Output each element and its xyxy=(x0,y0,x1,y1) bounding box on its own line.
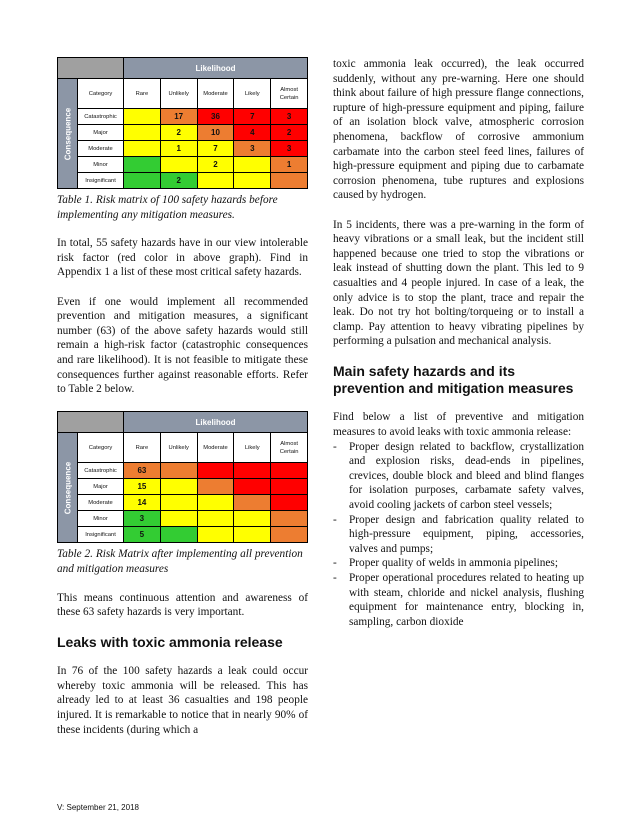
matrix-row-label: Minor xyxy=(78,157,124,173)
right-column xyxy=(333,57,584,629)
matrix-cell xyxy=(197,527,234,543)
left-column xyxy=(57,57,308,752)
paragraph: In total, 55 safety hazards have in our view intolerable risk factor (red color in above graph). Find in Appendix 1 a list of these most critical safety hazards. xyxy=(57,237,308,279)
matrix-row-label: Minor xyxy=(78,511,124,527)
section-heading: Leaks with toxic ammonia release xyxy=(57,634,283,651)
matrix-cell xyxy=(234,479,271,495)
matrix-column-header: Likely xyxy=(234,79,271,109)
matrix-cell xyxy=(160,511,197,527)
matrix-cell: 15 xyxy=(124,479,161,495)
matrix-row-label: Insignificant xyxy=(78,173,124,189)
footer-version: V: September 21, 2018 xyxy=(57,803,139,812)
matrix-cell xyxy=(271,173,308,189)
matrix-cell: 7 xyxy=(234,109,271,125)
matrix-cell xyxy=(197,173,234,189)
matrix-cell xyxy=(197,479,234,495)
matrix-corner xyxy=(58,412,124,433)
matrix-column-header: Moderate xyxy=(197,433,234,463)
matrix-column-header: Rare xyxy=(124,79,161,109)
matrix-cell xyxy=(271,511,308,527)
likelihood-header: Likelihood xyxy=(124,58,308,79)
matrix-cell xyxy=(197,495,234,511)
measures-list xyxy=(333,440,584,630)
paragraph: In 5 incidents, there was a pre-warning in the form of heavy vibrations or a small leak, but the incident still happened because one tried to stop the vibrations or leak instead of shutting down the plant. This led to 9 casualties and 4 people injured. In case of a leak, the only advice is to stop the plant, trace and repair the leak. Do not try hot bolting/torqueing or to install a clamp. Pay attention to heavy vibrating pipelines by performing a pulsation and mechanical analysis. xyxy=(333,218,584,348)
matrix-cell: 3 xyxy=(124,511,161,527)
matrix-cell: 3 xyxy=(271,109,308,125)
paragraph: In 76 of the 100 safety hazards a leak could occur whereby toxic ammonia will be released. This has already led to at least 36 casualties and 198 people injured. It is remarkable to notice that in nearly 90% of these incidents (during which a xyxy=(57,665,308,736)
matrix-column-header: Category xyxy=(78,433,124,463)
matrix-cell: 4 xyxy=(234,125,271,141)
matrix-cell xyxy=(124,109,161,125)
matrix-cell xyxy=(234,463,271,479)
matrix-cell xyxy=(271,463,308,479)
matrix-cell: 2 xyxy=(160,173,197,189)
matrix-cell: 1 xyxy=(160,141,197,157)
paragraph: This means continuous attention and awareness of these 63 safety hazards is very important. xyxy=(57,591,308,619)
matrix-cell xyxy=(160,463,197,479)
matrix-cell: 2 xyxy=(160,125,197,141)
matrix-cell xyxy=(234,157,271,173)
list-item: - Proper operational procedures related to heating up with steam, chloride and nickel analysis, flushing equipment for maintenance entry, blocking in, sampling, carbon dioxide xyxy=(333,572,584,628)
matrix-cell: 2 xyxy=(197,157,234,173)
paragraph: Even if one would implement all recommended prevention and mitigation measures, a significant number (63) of the above safety hazards would still remain a high-risk factor (catastrophic consequences and rare likelihood). It is not feasible to mitigate these consequences further against reasonable efforts. Refer to Table 2 below. xyxy=(57,295,308,396)
matrix-cell: 5 xyxy=(124,527,161,543)
matrix-row-label: Moderate xyxy=(78,495,124,511)
matrix-cell xyxy=(271,479,308,495)
matrix-cell: 10 xyxy=(197,125,234,141)
matrix-column-header: Unlikely xyxy=(160,433,197,463)
table-2-caption: Table 2. Risk Matrix after implementing all prevention and mitigation measures xyxy=(57,548,303,575)
matrix-cell xyxy=(234,173,271,189)
matrix-row-label: Major xyxy=(78,479,124,495)
matrix-cell xyxy=(160,157,197,173)
table-1-caption: Table 1. Risk matrix of 100 safety hazards before implementing any mitigation measures. xyxy=(57,194,278,221)
list-item: - Proper quality of welds in ammonia pipelines; xyxy=(333,557,558,570)
matrix-column-header: Almost Certain xyxy=(271,79,308,109)
matrix-cell xyxy=(124,125,161,141)
matrix-column-header: Rare xyxy=(124,433,161,463)
matrix-cell: 36 xyxy=(197,109,234,125)
matrix-cell: 3 xyxy=(271,141,308,157)
matrix-cell: 63 xyxy=(124,463,161,479)
matrix-cell: 17 xyxy=(160,109,197,125)
matrix-cell: 14 xyxy=(124,495,161,511)
matrix-cell xyxy=(234,495,271,511)
matrix-row-label: Catastrophic xyxy=(78,109,124,125)
list-item: - Proper design related to backflow, crystallization and explosion risks, dead-ends in pipelines, crevices, double block and bleed and blind flanges for isolation purposes, carbamate safety valves, avoid cooling jackets of carbon steel vessels; xyxy=(333,440,584,512)
matrix-row-label: Major xyxy=(78,125,124,141)
list-item: - Proper design and fabrication quality related to high-pressure equipment, piping, accessories, valves and pumps; xyxy=(333,513,584,555)
matrix-column-header: Unlikely xyxy=(160,79,197,109)
consequence-label: Consequence xyxy=(58,79,78,189)
consequence-label: Consequence xyxy=(58,433,78,543)
matrix-cell xyxy=(124,157,161,173)
matrix-cell xyxy=(197,463,234,479)
matrix-cell xyxy=(124,141,161,157)
matrix-cell: 1 xyxy=(271,157,308,173)
matrix-cell: 7 xyxy=(197,141,234,157)
matrix-column-header: Moderate xyxy=(197,79,234,109)
matrix-cell xyxy=(234,527,271,543)
matrix-cell: 3 xyxy=(234,141,271,157)
paragraph: toxic ammonia leak occurred), the leak occurred suddenly, without any pre-warning. Here one should think about failure of high pressure flange connections, rupture of high-pressure equipment and piping, failure of an isolation block valve, atmospheric corrosion phenomena, backflow of corrosive ammonium carbamate into the carbon steel feed lines, failures of high-pressure equipment and piping due to carbamate corrosion phenomena, tube ruptures and explosions caused by hydrogen. xyxy=(333,58,584,202)
matrix-cell: 2 xyxy=(271,125,308,141)
matrix-corner xyxy=(58,58,124,79)
matrix-cell xyxy=(271,495,308,511)
matrix-row-label: Insignificant xyxy=(78,527,124,543)
risk-matrix-table-1 xyxy=(57,57,308,189)
matrix-cell xyxy=(271,527,308,543)
matrix-cell xyxy=(197,511,234,527)
matrix-row-label: Catastrophic xyxy=(78,463,124,479)
matrix-row-label: Moderate xyxy=(78,141,124,157)
matrix-cell xyxy=(124,173,161,189)
matrix-column-header: Category xyxy=(78,79,124,109)
matrix-column-header: Almost Certain xyxy=(271,433,308,463)
matrix-column-header: Likely xyxy=(234,433,271,463)
section-heading: Main safety hazards and its prevention and mitigation measures xyxy=(333,363,574,397)
matrix-cell xyxy=(160,479,197,495)
matrix-cell xyxy=(160,495,197,511)
likelihood-header: Likelihood xyxy=(124,412,308,433)
risk-matrix-table-2 xyxy=(57,411,308,543)
paragraph: Find below a list of preventive and mitigation measures to avoid leaks with toxic ammonia release: xyxy=(333,411,584,439)
matrix-cell xyxy=(234,511,271,527)
matrix-cell xyxy=(160,527,197,543)
